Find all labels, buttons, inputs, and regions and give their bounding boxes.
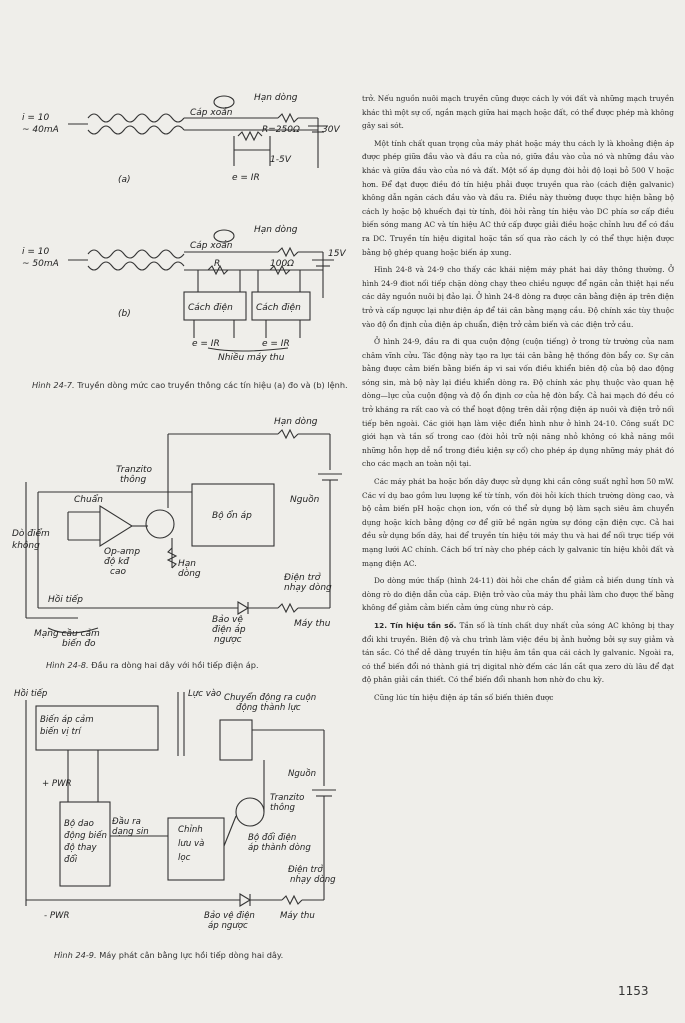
fig8-protection-1: Bảo vệ (212, 615, 243, 625)
fig-b-iso1-label: Cách điện (188, 303, 233, 313)
figure-24-9-caption (54, 950, 354, 961)
fig9-sense-resistor-2: nhạy dòng (290, 875, 336, 885)
fig8-bridge-1: Mạng cầu cảm (34, 629, 100, 639)
section-12-title: 12. Tín hiệu tần số. (374, 620, 457, 630)
fig-b-current-1: i = 10 (22, 247, 50, 257)
fig-b-voltage-label: 15V (328, 249, 346, 259)
fig-b-r100-label: 100Ω (270, 259, 295, 269)
fig9-protection-1: Bảo vệ điện (204, 911, 255, 921)
fig9-transistor-1: Tranzito (270, 793, 305, 803)
figure-24-7-caption-text: Truyền dòng mức cao truyền thông các tín hiệu (a) đo và (b) lệnh. (77, 380, 348, 390)
fig9-oscillator-4: đổi (64, 855, 78, 865)
figure-24-8-diagram (8, 408, 358, 648)
figure-24-7-caption-lead: Hình 24-7. (32, 380, 75, 390)
fig8-feedback-label: Hồi tiếp (48, 595, 83, 605)
paragraph-6: Do dòng mức thấp (hình 24-11) đòi hỏi che chắn để giảm cả biến dung tính và dòng rò do điện dẫn của cáp. Điện trở vào của máy thu phải làm cho được thế bằng không để giảm cảm biến cảm ứng cùng như rò cáp. (362, 576, 674, 613)
figure-24-8-caption-text: Đầu ra dòng hai dây với hồi tiếp điện áp. (91, 660, 259, 670)
figure-24-8-caption-lead: Hình 24-8. (46, 660, 89, 670)
fig-a-limit-label: Hạn dòng (254, 93, 298, 103)
fig8-reference-label: Chuẩn (74, 495, 103, 505)
fig-b-current-2: ~ 50mA (22, 259, 59, 269)
paragraph-5: Các máy phát ba hoặc bốn dây được sử dụng khi cần công suất nghỉ hơn 50 mW. Các ví dụ bao gồm lưu lượng kế từ tính, vốn đòi hỏi kích thích trường dòng cao, và bộ cảm biến pH hoặc chọn ion, vốn có thể sử dụng bộ làm sạch siêu âm chuyển dụng hoặc kích bằng động cơ để giữ bề ngăn ngừa sự đóng cặn điện cực. Cả hai đều sử dụng bốn dây, hai để truyền tín hiệu tới máy thu và hai để nối trực tiếp với mạng lưới AC chính. Cách bố trí này cho phép cách ly galvanic tín hiệu khỏi đất và mạng điện AC. (362, 477, 674, 568)
fig8-sense-point-1: Dò điểm (12, 529, 50, 539)
figure-24-9-caption-text: Máy phát cân bằng lực hồi tiếp dòng hai dây. (99, 950, 284, 960)
paragraph-8: Cũng lúc tín hiệu điện áp tần số biến thiên được (374, 692, 554, 702)
fig-a-tag: (a) (118, 175, 131, 185)
fig-a-resistor-label: R=250Ω (262, 125, 300, 135)
fig9-converter-2: động thành lực (236, 703, 301, 713)
fig-b-iso2-label: Cách điện (256, 303, 301, 313)
fig9-feedback-label: Hồi tiếp (14, 689, 48, 699)
fig-b-tag: (b) (118, 309, 131, 319)
fig9-oscillator-3: độ thay (64, 843, 97, 853)
fig-b-receivers-label: Nhiều máy thu (218, 353, 285, 363)
fig8-limit2-1: Hạn (178, 559, 196, 569)
fig8-limit-label: Hạn dòng (274, 417, 318, 427)
fig9-rectifier-2: lưu và (178, 839, 205, 849)
fig9-converter-1: Chuyển động ra cuộn (224, 693, 317, 703)
fig8-transistor-1: Tranzito (116, 465, 152, 475)
fig9-rectifier-1: Chỉnh (178, 825, 203, 835)
paragraph-4: Ở hình 24-9, đầu ra đi qua cuộn động (cuộn tiếng) ở trong từ trường của nam châm vĩnh cửu. Tác động này tạo ra lực tái cân bằng hệ thống đòn bẩy cơ. Sự cân bằng được cảm biến bằng biến áp vi sai vốn điều khiển biên độ của bộ dao động sóng sin, mà bộ này lại điều khiển dòng ra. Độ chính xác phụ thuộc vào quan hệ dòng—lực của cuộn động và độ ổn định cơ của hệ đòn bẩy. Cả hai mạch đó đều có trở kháng ra rất cao và có thể hoạt động trên dải rộng điện áp nuôi và điện trở nối tiếp bên ngoài. Các giới hạn làm việc điển hình như ở hình 24-10. Công suất DC giới hạn và tần số trong cao (đòi hỏi trữ nội năng nhỏ không có khả năng mồi những hỗn hợp dễ nổ trong điều kiện sự cố) cho phép áp dụng những máy phát đó cho các mạch an toàn nội tại. (362, 337, 674, 469)
fig9-transistor-2: thông (270, 803, 295, 813)
fig9-v2i-1: Bộ đổi điện (248, 833, 297, 843)
fig9-receiver-label: Máy thu (280, 911, 315, 921)
fig8-protection-2: điện áp (212, 625, 246, 635)
fig-a-voltage-label: 30V (322, 125, 340, 135)
fig-a-current-2: ~ 40mA (22, 125, 59, 135)
fig-a-current-1: i = 10 (22, 113, 50, 123)
fig8-bridge-2: biến đo (62, 639, 96, 648)
fig-a-range-label: 1-5V (270, 155, 291, 165)
page-number: 1153 (618, 984, 649, 998)
fig8-sense-resistor-1: Điện trở (284, 573, 321, 583)
paragraph-7-text: Tần số là tính chất duy nhất của sóng AC không bị thay đổi khi truyền. Biên độ và chu trình làm việc đều bị ảnh hưởng bởi sự suy giảm và tán sắc. Có thể dễ dàng truyền tín hiệu âm tần qua cái cách ly galvanic. Ngoài ra, có thể biến đổi nó thành giá trị digital nhờ đếm các lần cắt qua zero dù lâu để đạt độ phân giải cần thiết. Có thể biến đổi nhanh hơn nhờ đo chu kỳ. (362, 620, 674, 685)
fig8-sense-point-2: không (12, 541, 40, 551)
fig9-protection-2: áp ngược (208, 921, 248, 931)
fig9-sine-1: Đầu ra (112, 817, 141, 827)
paragraph-1: trở. Nếu nguồn nuôi mạch truyền cũng được cách ly với đất và những mạch truyền khác thì một sự cố, ngắn mạch giữa hai mạch hoặc đất, có thể được phép mà không gây sai sót. (362, 94, 674, 131)
fig8-transistor-2: thông (120, 475, 147, 485)
figure-24-8-caption (46, 660, 356, 671)
fig8-opamp-2: độ kđ (104, 557, 130, 567)
fig9-oscillator-2: động biến (64, 831, 107, 841)
fig9-source-label: Nguồn (288, 769, 317, 779)
fig9-pos-sensor-2: biến vị trí (40, 727, 81, 737)
fig8-receiver-label: Máy thu (294, 619, 331, 629)
fig8-opamp-3: cao (110, 567, 126, 577)
figure-24-9-diagram (8, 686, 358, 936)
figure-24-8 (8, 408, 358, 648)
fig8-limit2-2: dòng (178, 569, 201, 579)
fig9-sense-resistor-1: Điện trở (288, 865, 323, 875)
body-text-column (362, 92, 674, 709)
paragraph-7 (362, 619, 674, 687)
fig8-regulator-label: Bộ ổn áp (212, 511, 252, 521)
figure-24-7-caption (32, 380, 352, 391)
fig9-v2i-2: áp thành dòng (248, 843, 311, 853)
fig9-pwr-minus-label: - PWR (44, 911, 70, 921)
fig9-sine-2: dạng sin (112, 827, 149, 837)
fig9-pos-sensor-1: Biến áp cảm (40, 715, 94, 725)
paragraph-2: Một tính chất quan trọng của máy phát hoặc máy thu cách ly là khoảng điện áp được phép giữa đầu vào và đầu ra của nó, giữa đầu vào của nó và những đầu vào khác và giữa đầu vào của nó và đất. Một số áp dụng đòi hỏi độ loại bỏ 500 V hoặc hơn. Để đạt được điều đó tín hiệu phải được truyền qua rào (cách điện galvanic) không dẫn ngăn cách đầu vào và đầu ra. Điều này thường được thực hiện bằng bộ cách ly hoặc bộ khuếch đại từ tính, đòi hỏi rằng tín hiệu vào DC phía sơ cấp điều biến sóng mang AC và tín hiệu AC thứ cấp được giải điều hoặc chỉnh lưu để có đầu ra DC. Truyền tín hiệu digital hoặc tần số qua rào cách ly có thể thực hiện được bằng bộ ghép quang hoặc biến áp xung. (362, 138, 674, 257)
figure-24-9 (8, 686, 358, 936)
figure-24-7-diagram (8, 88, 358, 370)
fig-b-twisted-label: Cáp xoắn (190, 241, 233, 251)
fig8-opamp-1: Op-amp (104, 547, 141, 557)
fig-b-r-label: R (214, 259, 221, 269)
figure-24-7 (8, 88, 358, 370)
fig8-protection-3: ngược (214, 635, 242, 645)
fig-b-limit-label: Hạn dòng (254, 225, 298, 235)
fig9-oscillator-1: Bộ dao (64, 819, 94, 829)
paragraph-3: Hình 24-8 và 24-9 cho thấy các khái niệm máy phát hai dây thông thường. Ở hình 24-9 điot nối tiếp chặn dòng chạy theo chiều ngược để ngăn cản thiệt hại nếu các dây nguồn nuôi bị đảo lại. Ở hình 24-8 dòng ra được cân bằng điện áp trên điện trở và cấp ngược lại như điện áp để tái cân bằng mạng cầu. Độ chính xác tùy thuộc vào độ ổn định của điện áp chuẩn, điện trở cảm biến và các điện trở cầu. (362, 265, 674, 329)
fig8-sense-resistor-2: nhạy dòng (284, 583, 332, 593)
fig8-source-label: Nguồn (290, 495, 320, 505)
fig-a-eq-label: e = IR (232, 173, 260, 183)
fig-a-twisted-label: Cáp xoắn (190, 108, 233, 118)
fig-b-eq1-label: e = IR (192, 339, 220, 349)
fig9-rectifier-3: lọc (178, 853, 191, 863)
fig9-force-in-label: Lực vào (188, 689, 222, 699)
figure-24-9-caption-lead: Hình 24-9. (54, 950, 97, 960)
fig-b-eq2-label: e = IR (262, 339, 290, 349)
fig9-pwr-plus-label: + PWR (42, 779, 72, 789)
